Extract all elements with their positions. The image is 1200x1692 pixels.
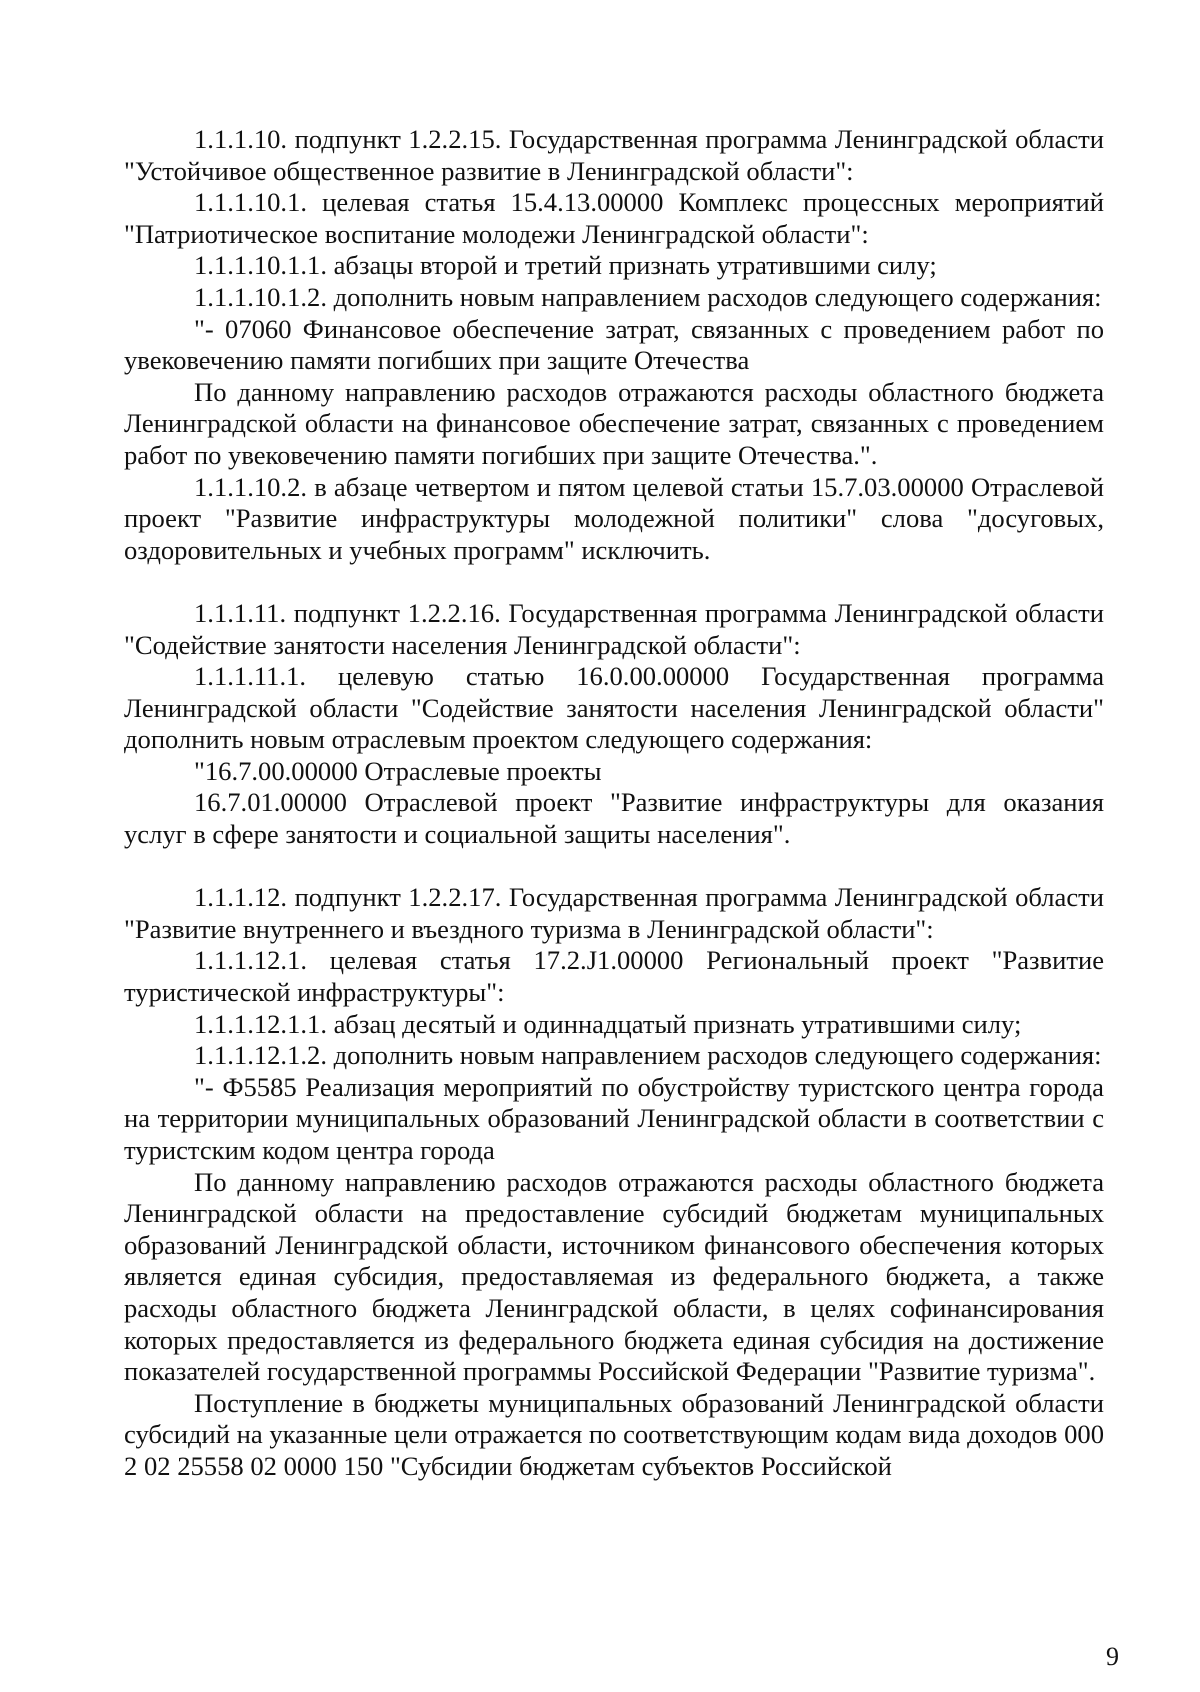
paragraph: По данному направлению расходов отражаются расходы областного бюджета Ленинградской области на предоставление субсидий бюджетам муниципальных образований Ленинградской области, источником финансового обеспечения которых является единая субсидия, предоставляемая из федерального бюджета, а также расходы областного бюджета Ленинградской области, в целях софинансирования которых предоставляется из федерального бюджета единая субсидия на достижение показателей государственной программы Российской Федерации "Развитие туризма".: [124, 1166, 1104, 1387]
paragraph: 1.1.1.12. подпункт 1.2.2.17. Государственная программа Ленинградской области "Развитие внутреннего и въездного туризма в Ленинградской области":: [124, 882, 1104, 944]
paragraph: 1.1.1.10. подпункт 1.2.2.15. Государственная программа Ленинградской области "Устойчивое общественное развитие в Ленинградской области":: [124, 124, 1104, 186]
paragraph: По данному направлению расходов отражаются расходы областного бюджета Ленинградской области на финансовое обеспечение затрат, связанных с проведением работ по увековечению памяти погибших при защите Отечества.".: [124, 376, 1104, 470]
paragraph: 1.1.1.10.1.2. дополнить новым направлением расходов следующего содержания:: [194, 281, 1102, 312]
paragraph: 1.1.1.12.1. целевая статья 17.2.J1.00000 Региональный проект "Развитие туристической инфраструктуры":: [124, 945, 1104, 1008]
paragraph: 1.1.1.11. подпункт 1.2.2.16. Государственная программа Ленинградской области "Содействие занятости населения Ленинградской области":: [124, 597, 1104, 660]
paragraph: Поступление в бюджеты муниципальных образований Ленинградской области субсидий на указанные цели отражается по соответствующим кодам вида доходов 000 2 02 25558 02 0000 150 "Субсидии бюджетам субъектов Российской: [124, 1387, 1104, 1481]
document-body: [124, 124, 1104, 1483]
paragraph: 1.1.1.10.2. в абзаце четвертом и пятом целевой статьи 15.7.03.00000 Отраслевой проект "Развитие инфраструктуры молодежной политики" слова "досуговых, оздоровительных и учебных программ" исключить.: [124, 471, 1104, 565]
paragraph: "16.7.00.00000 Отраслевые проекты: [194, 755, 602, 786]
paragraph: 1.1.1.10.1.1. абзацы второй и третий признать утратившими силу;: [194, 250, 937, 281]
paragraph: "- 07060 Финансовое обеспечение затрат, связанных с проведением работ по увековечению памяти погибших при защите Отечества: [124, 313, 1104, 376]
paragraph: 1.1.1.11.1. целевую статью 16.0.00.00000 Государственная программа Ленинградской области "Содействие занятости населения Ленинградской области" дополнить новым отраслевым проектом следующего содержания:: [124, 661, 1104, 755]
paragraph: 1.1.1.12.1.2. дополнить новым направлением расходов следующего содержания:: [194, 1040, 1102, 1071]
paragraph: 1.1.1.10.1. целевая статья 15.4.13.00000 Комплекс процессных мероприятий "Патриотическое воспитание молодежи Ленинградской области":: [124, 187, 1104, 249]
page-number: 9: [1106, 1642, 1119, 1671]
paragraph: "- Ф5585 Реализация мероприятий по обустройству туристского центра города на территории муниципальных образований Ленинградской области в соответствии с туристским кодом центра города: [124, 1071, 1104, 1165]
paragraph: 1.1.1.12.1.1. абзац десятый и одиннадцатый признать утратившими силу;: [194, 1008, 1022, 1039]
paragraph: 16.7.01.00000 Отраслевой проект "Развитие инфраструктуры для оказания услуг в сфере занятости и социальной защиты населения".: [124, 787, 1104, 850]
